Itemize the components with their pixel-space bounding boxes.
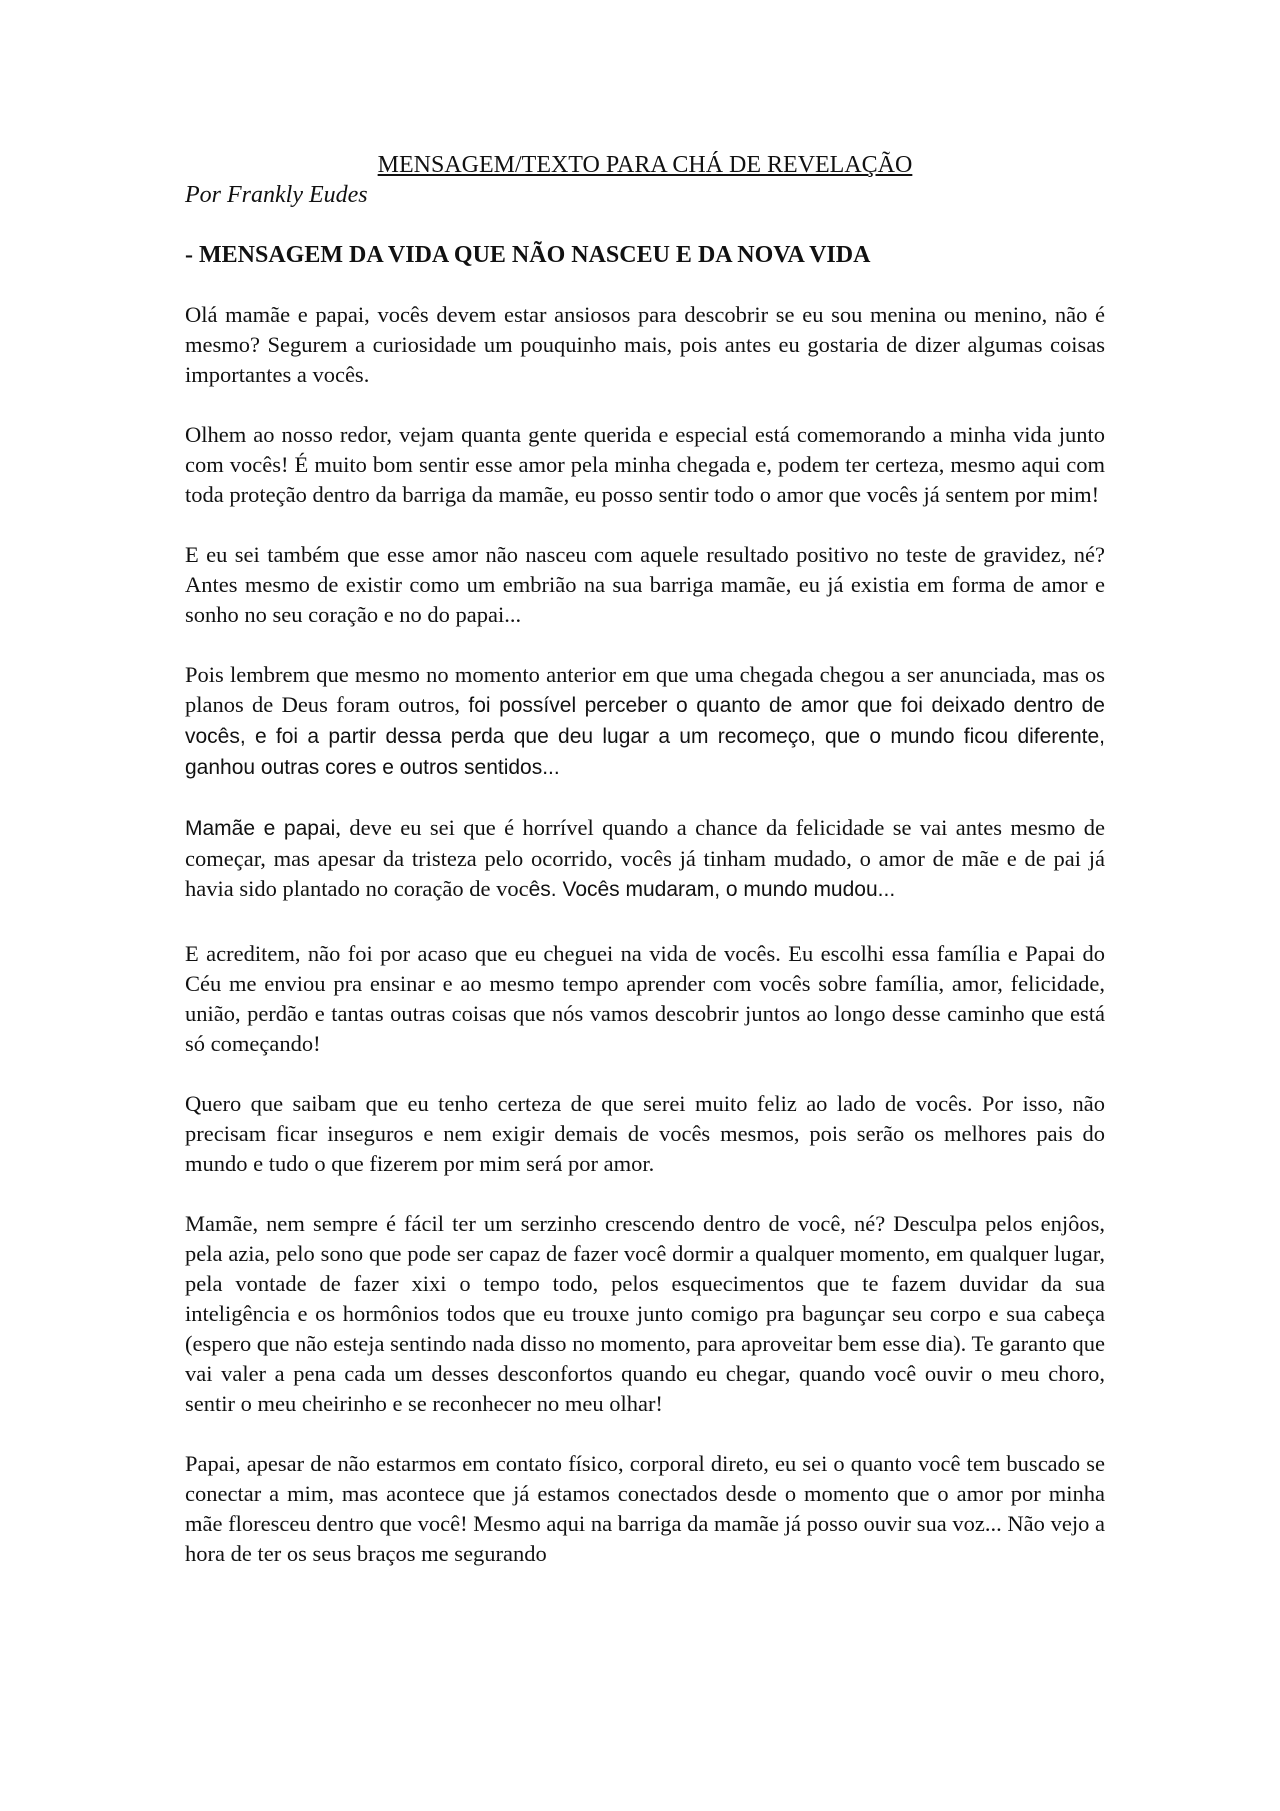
paragraph-8: Mamãe, nem sempre é fácil ter um serzinho crescendo dentro de você, né? Desculpa pelos enjôos, pela azia, pelo sono que pode ser capaz de fazer você dormir a qualquer momento, em qualquer lugar, pela vontade de fazer xixi o tempo todo, pelos esquecimentos que te fazem duvidar da sua inteligência e os hormônios todos que eu trouxe junto comigo pra bagunçar seu corpo e sua cabeça (espero que não esteja sentindo nada disso no momento, para aproveitar bem esse dia). Te garanto que vai valer a pena cada um desses desconfortos quando eu chegar, quando você ouvir o meu choro, sentir o meu cheirinho e se reconhecer no meu olhar! [185,1211,1105,1416]
document-page [185,150,1105,1569]
paragraph-5-sans-start: Mamãe e papai [185,817,336,840]
author-byline: Por Frankly Eudes [185,182,368,208]
paragraph-4-serif: Pois lembrem que mesmo no momento anterior em que uma chegada chegou a ser anunciada, mas os planos de Deus foram outros, [185,662,1105,717]
paragraph-4-sans: foi possível perceber o quanto de amor que foi deixado dentro de vocês, e foi a partir dessa perda que deu lugar a um recomeço, que o mundo ficou diferente, ganhou outras cores e outros sentidos... [185,694,1105,779]
paragraph-3: E eu sei também que esse amor não nasceu com aquele resultado positivo no teste de gravidez, né? Antes mesmo de existir como um embrião na sua barriga mamãe, eu já existia em forma de amor e sonho no seu coração e no do papai... [185,542,1105,627]
paragraph-5 [185,813,1105,905]
paragraph-5-serif: , deve eu sei que é horrível quando a chance da felicidade se vai antes mesmo de começar, mas apesar da tristeza pelo ocorrido, vocês já tinham mudado, o amor de mãe e de pai já havia sido plantado no coração de voc [185,815,1105,901]
paragraph-1: Olá mamãe e papai, vocês devem estar ansiosos para descobrir se eu sou menina ou menino, não é mesmo? Segurem a curiosidade um pouquinho mais, pois antes eu gostaria de dizer algumas coisas importantes a vocês. [185,302,1105,387]
paragraph-9: Papai, apesar de não estarmos em contato físico, corporal direto, eu sei o quanto você tem buscado se conectar a mim, mas acontece que já estamos conectados desde o momento que o amor por minha mãe floresceu dentro que você! Mesmo aqui na barriga da mamãe já posso ouvir sua voz... Não vejo a hora de ter os seus braços me segurando [185,1451,1105,1566]
paragraph-5-sans-end: ês. Vocês mudaram, o mundo mudou... [528,878,896,901]
paragraph-6: E acreditem, não foi por acaso que eu cheguei na vida de vocês. Eu escolhi essa família e Papai do Céu me enviou pra ensinar e ao mesmo tempo aprender com vocês sobre família, amor, felicidade, união, perdão e tantas outras coisas que nós vamos descobrir juntos ao longo desse caminho que está só começando! [185,941,1105,1056]
paragraph-4 [185,660,1105,783]
section-heading: - MENSAGEM DA VIDA QUE NÃO NASCEU E DA NOVA VIDA [185,242,871,268]
paragraph-2: Olhem ao nosso redor, vejam quanta gente querida e especial está comemorando a minha vida junto com vocês! É muito bom sentir esse amor pela minha chegada e, podem ter certeza, mesmo aqui com toda proteção dentro da barriga da mamãe, eu posso sentir todo o amor que vocês já sentem por mim! [185,422,1105,507]
paragraph-7: Quero que saibam que eu tenho certeza de que serei muito feliz ao lado de vocês. Por isso, não precisam ficar inseguros e nem exigir demais de vocês mesmos, pois serão os melhores pais do mundo e tudo o que fizerem por mim será por amor. [185,1091,1105,1176]
document-title: MENSAGEM/TEXTO PARA CHÁ DE REVELAÇÃO [377,152,913,178]
